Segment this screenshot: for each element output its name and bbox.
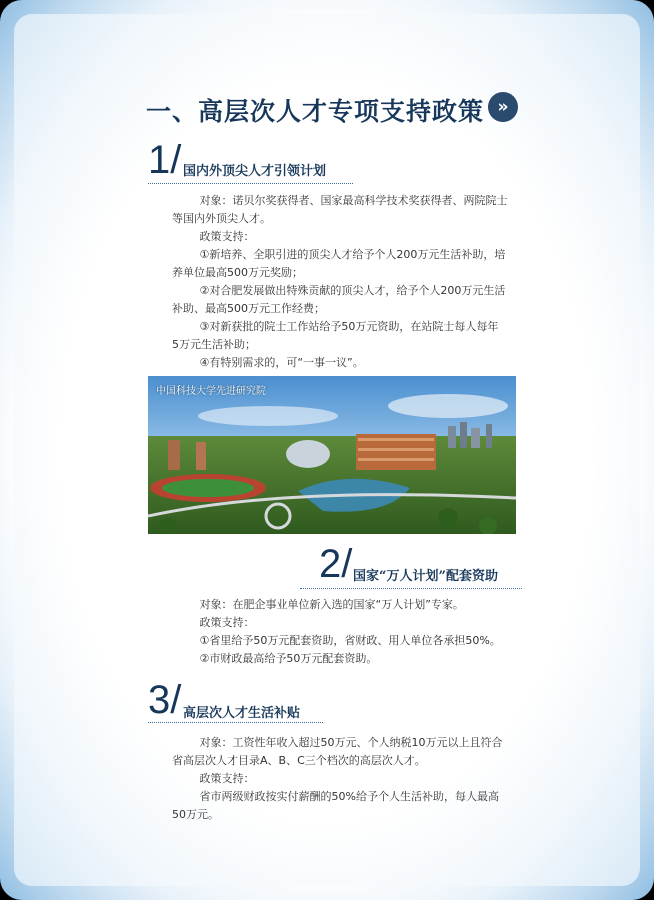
section-3-line: 对象：工资性年收入超过50万元、个人纳税10万元以上且符合 [199, 736, 503, 749]
campus-photo-graphic [148, 376, 516, 534]
section-3-divider [148, 722, 323, 723]
section-1-line: 补助、最高500万元工作经费； [172, 302, 325, 315]
section-1-line: 对象：诺贝尔奖获得者、国家最高科学技术奖获得者、两院院士 [199, 194, 508, 207]
section-1-divider [148, 183, 353, 184]
section-1-line: ②对合肥发展做出特殊贡献的顶尖人才，给予个人200万元生活 [199, 284, 506, 297]
section-1-line: 政策支持： [199, 230, 255, 243]
section-3-line: 省市两级财政按实付薪酬的50%给予个人生活补助，每人最高 [199, 790, 499, 803]
section-1-line: ①新培养、全职引进的顶尖人才给予个人200万元生活补助，培 [199, 248, 506, 261]
section-1-line: 5万元生活补助； [172, 338, 256, 351]
section-1-line: ④有特别需求的，可“一事一议”。 [199, 356, 364, 369]
section-1-line: 等国内外顶尖人才。 [172, 212, 271, 225]
section-1-body [172, 192, 522, 372]
section-1-number: 1/ [148, 138, 182, 182]
campus-photo [148, 376, 516, 534]
section-3-line: 政策支持： [199, 772, 255, 785]
section-2-number: 2/ [319, 542, 353, 586]
section-2-divider [300, 588, 522, 589]
section-1-line: ③对新获批的院士工作站给予50万元资助，在站院士每人每年 [199, 320, 499, 333]
section-2-line: ②市财政最高给予50万元配套资助。 [199, 652, 378, 665]
section-1-line: 养单位最高500万元奖励； [172, 266, 303, 279]
page-title: 一、高层次人才专项支持政策 [146, 97, 485, 126]
section-3-title: 高层次人才生活补贴 [183, 706, 301, 721]
section-1-title: 国内外顶尖人才引领计划 [183, 164, 327, 179]
section-2-line: ①省里给予50万元配套资助，省财政、用人单位各承担50%。 [199, 634, 501, 647]
section-2-line: 对象：在肥企事业单位新入选的国家“万人计划”专家。 [199, 598, 464, 611]
section-2-body [172, 596, 522, 668]
section-2-title: 国家“万人计划”配套资助 [353, 569, 498, 584]
double-chevron-right-icon: » [488, 92, 518, 122]
section-3-line: 50万元。 [172, 808, 219, 821]
section-3-number: 3/ [148, 678, 182, 722]
section-2-line: 政策支持： [199, 616, 255, 629]
section-3-line: 省高层次人才目录A、B、C三个档次的高层次人才。 [172, 754, 426, 767]
photo-caption: 中国科技大学先进研究院 [156, 386, 266, 397]
section-3-body [172, 734, 522, 824]
